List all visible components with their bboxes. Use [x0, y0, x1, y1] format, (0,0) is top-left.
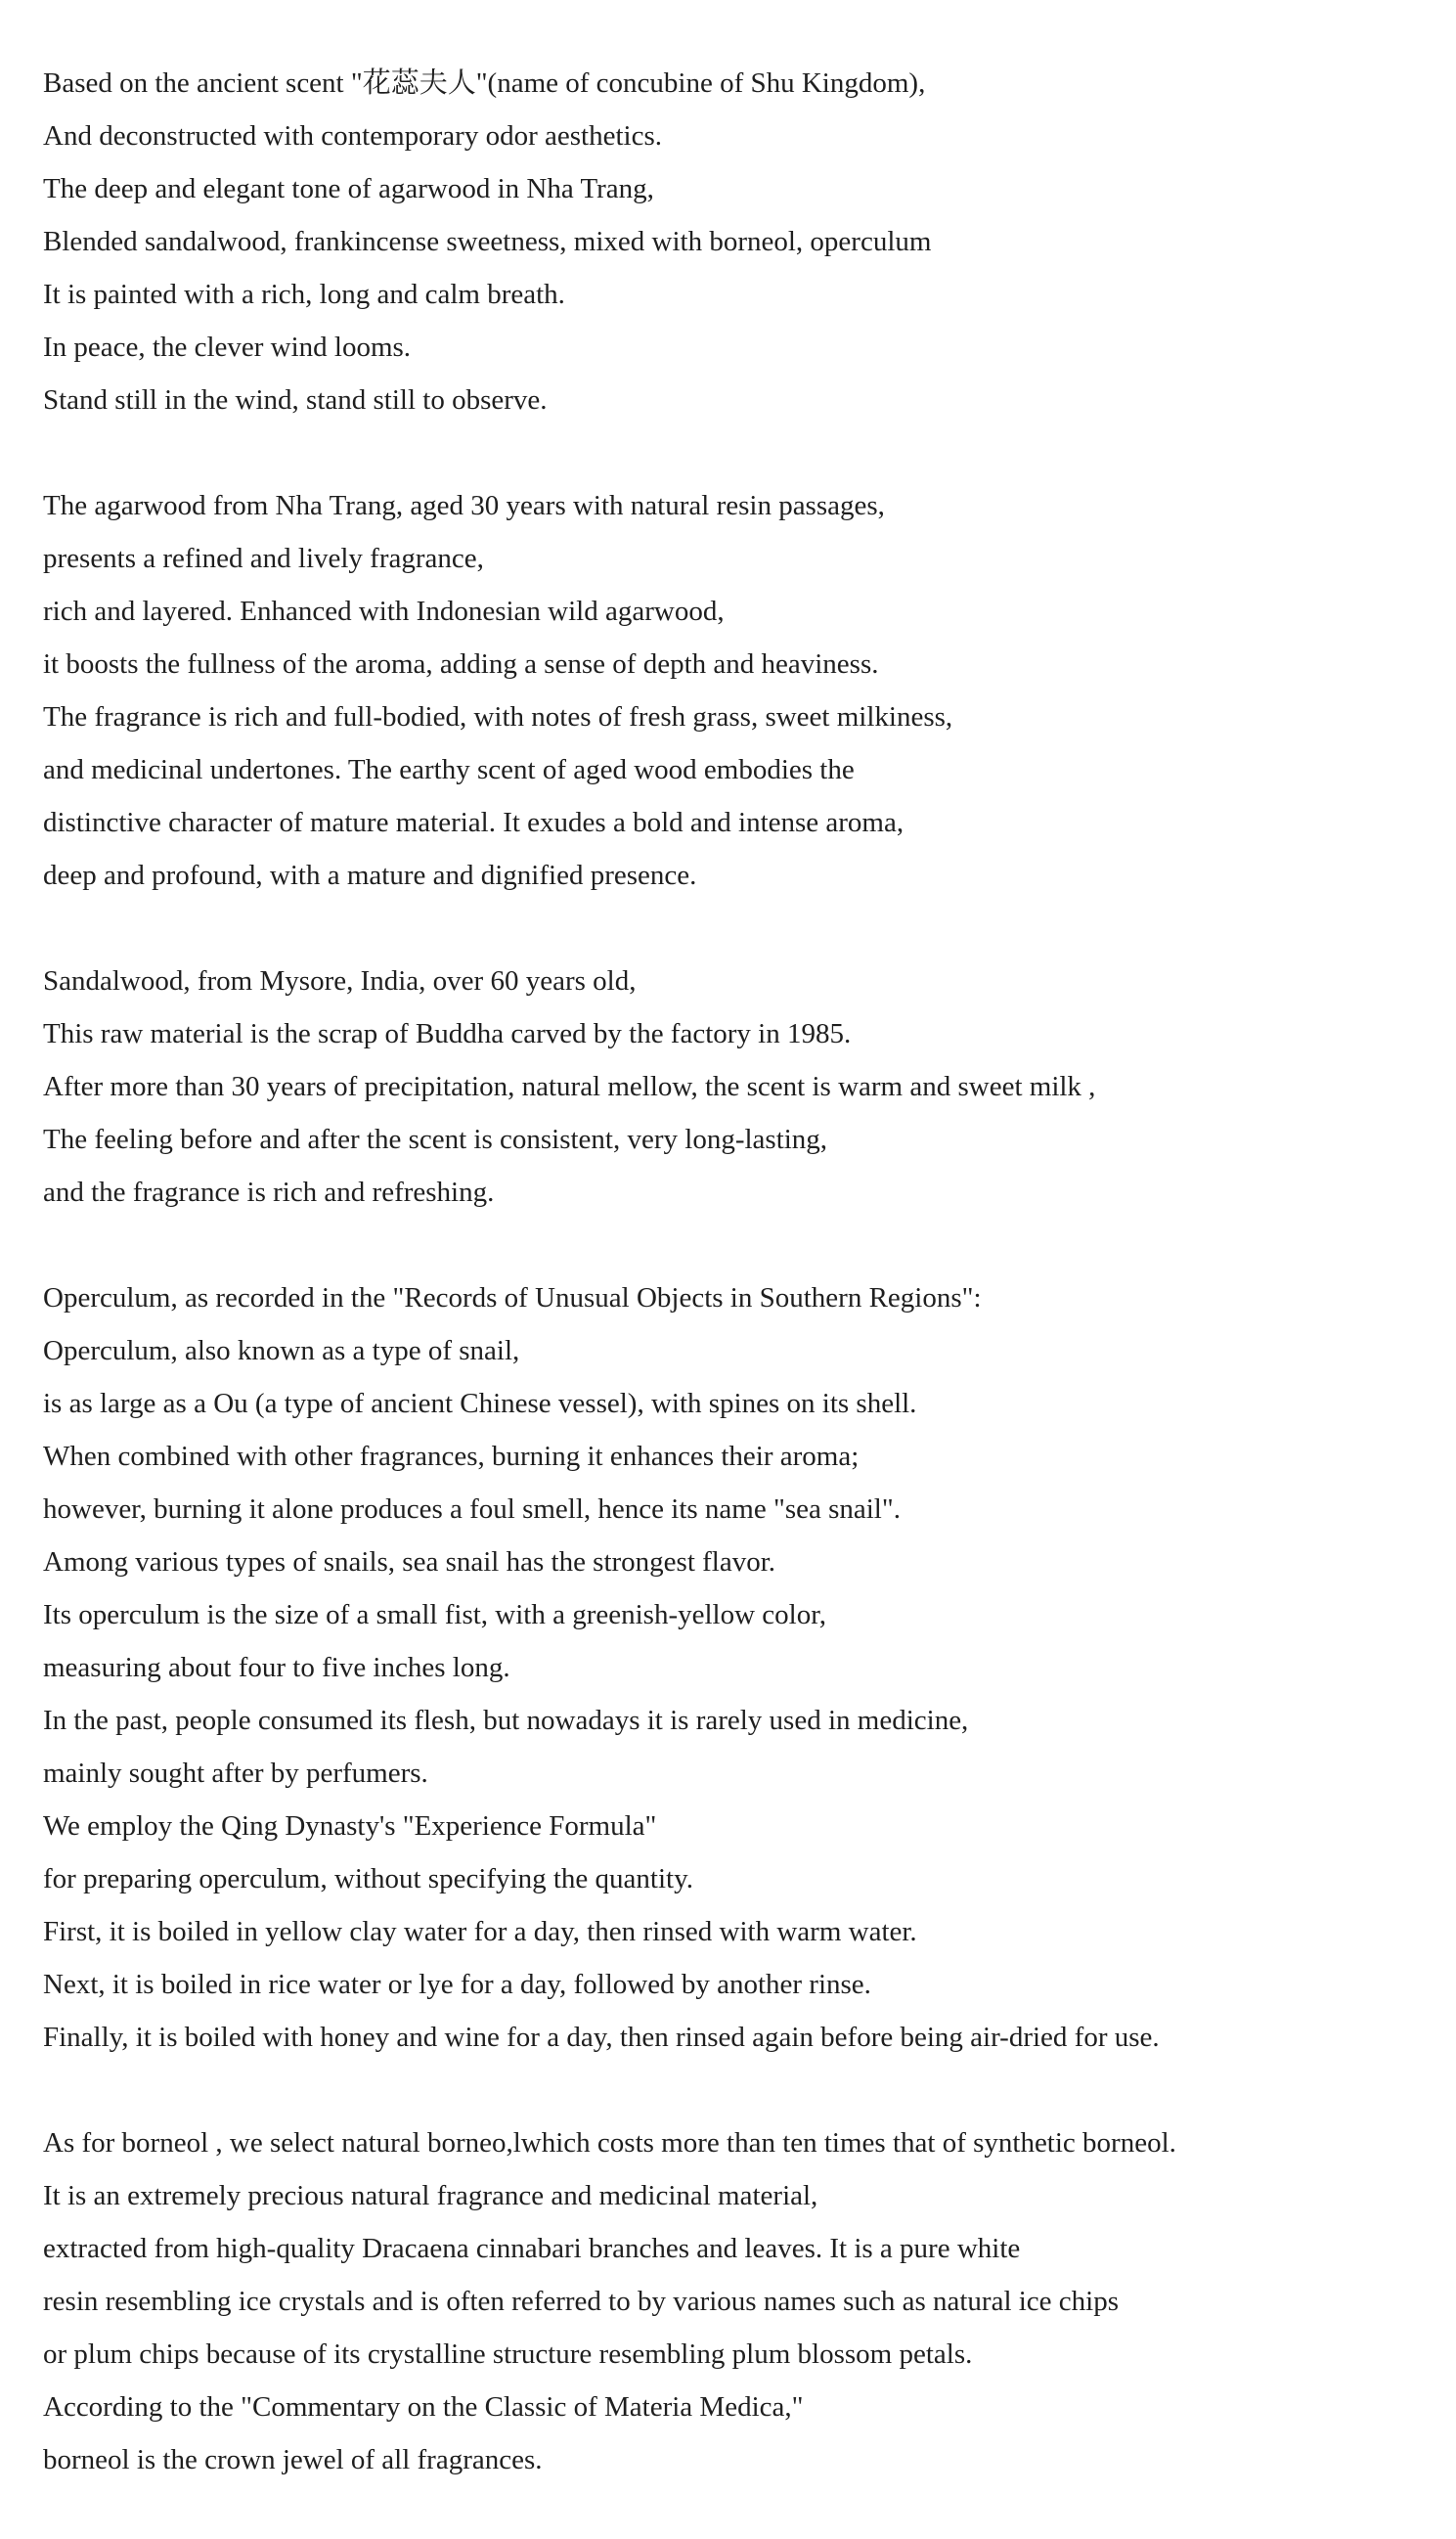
text-line: When combined with other fragrances, burning it enhances their aroma; — [43, 1441, 860, 1472]
text-line: According to the "Commentary on the Classic of Materia Medica," — [43, 2391, 804, 2423]
text-line: resin resembling ice crystals and is often referred to by various names such as natural ice chips — [43, 2286, 1120, 2317]
text-line: and medicinal undertones. The earthy scent of aged wood embodies the — [43, 754, 855, 785]
text-line: The fragrance is rich and full-bodied, with notes of fresh grass, sweet milkiness, — [43, 701, 953, 733]
text-line: The feeling before and after the scent is consistent, very long-lasting, — [43, 1124, 828, 1155]
paragraph — [43, 955, 1432, 1219]
text-line: distinctive character of mature material. It exudes a bold and intense aroma, — [43, 807, 904, 838]
text-line: deep and profound, with a mature and dignified presence. — [43, 860, 697, 891]
text-line: We employ the Qing Dynasty's "Experience Formula" — [43, 1810, 657, 1842]
text-line: Finally, it is boiled with honey and wine for a day, then rinsed again before being air-dried for use. — [43, 2022, 1160, 2053]
text-line: This raw material is the scrap of Buddha carved by the factory in 1985. — [43, 1018, 852, 1049]
paragraph — [43, 2116, 1432, 2486]
text-line: The agarwood from Nha Trang, aged 30 years with natural resin passages, — [43, 490, 885, 521]
text-line: borneol is the crown jewel of all fragrances. — [43, 2444, 543, 2475]
text-line: After more than 30 years of precipitation, natural mellow, the scent is warm and sweet milk , — [43, 1071, 1096, 1102]
text-line: mainly sought after by perfumers. — [43, 1758, 428, 1789]
paragraph — [43, 479, 1432, 902]
text-line: for preparing operculum, without specifying the quantity. — [43, 1863, 693, 1894]
text-line: presents a refined and lively fragrance, — [43, 543, 484, 574]
text-line: measuring about four to five inches long. — [43, 1652, 510, 1683]
text-line: Next, it is boiled in rice water or lye for a day, followed by another rinse. — [43, 1969, 871, 2000]
text-line: As for borneol , we select natural borneo,lwhich costs more than ten times that of synthetic borneol. — [43, 2127, 1176, 2159]
text-line: is as large as a Ou (a type of ancient Chinese vessel), with spines on its shell. — [43, 1388, 917, 1419]
text-line: Blended sandalwood, frankincense sweetness, mixed with borneol, operculum — [43, 226, 932, 257]
text-line: and the fragrance is rich and refreshing. — [43, 1177, 495, 1208]
paragraph — [43, 57, 1432, 426]
text-line: Operculum, also known as a type of snail, — [43, 1335, 520, 1366]
text-line: Sandalwood, from Mysore, India, over 60 years old, — [43, 965, 637, 997]
text-line: First, it is boiled in yellow clay water for a day, then rinsed with warm water. — [43, 1916, 917, 1947]
text-line: or plum chips because of its crystalline structure resembling plum blossom petals. — [43, 2339, 973, 2370]
text-line: rich and layered. Enhanced with Indonesian wild agarwood, — [43, 596, 725, 627]
text-line: Operculum, as recorded in the "Records of Unusual Objects in Southern Regions": — [43, 1282, 982, 1314]
text-line: Stand still in the wind, stand still to observe. — [43, 384, 548, 416]
text-line: In peace, the clever wind looms. — [43, 332, 412, 363]
text-line: Based on the ancient scent "花蕊夫人"(name of concubine of Shu Kingdom), — [43, 67, 926, 99]
text-line: And deconstructed with contemporary odor aesthetics. — [43, 120, 662, 152]
text-line: It is painted with a rich, long and calm breath. — [43, 279, 565, 310]
text-line: extracted from high-quality Dracaena cinnabari branches and leaves. It is a pure white — [43, 2233, 1021, 2264]
paragraph — [43, 1271, 1432, 2064]
text-line: Its operculum is the size of a small fist, with a greenish-yellow color, — [43, 1599, 826, 1630]
document-body — [43, 57, 1432, 2539]
text-line: In the past, people consumed its flesh, but nowadays it is rarely used in medicine, — [43, 1705, 969, 1736]
text-line: It is an extremely precious natural fragrance and medicinal material, — [43, 2180, 818, 2211]
text-line: however, burning it alone produces a foul smell, hence its name "sea snail". — [43, 1493, 901, 1525]
text-line: it boosts the fullness of the aroma, adding a sense of depth and heaviness. — [43, 648, 879, 680]
text-line: The deep and elegant tone of agarwood in Nha Trang, — [43, 173, 654, 204]
text-line: Among various types of snails, sea snail has the strongest flavor. — [43, 1546, 776, 1578]
